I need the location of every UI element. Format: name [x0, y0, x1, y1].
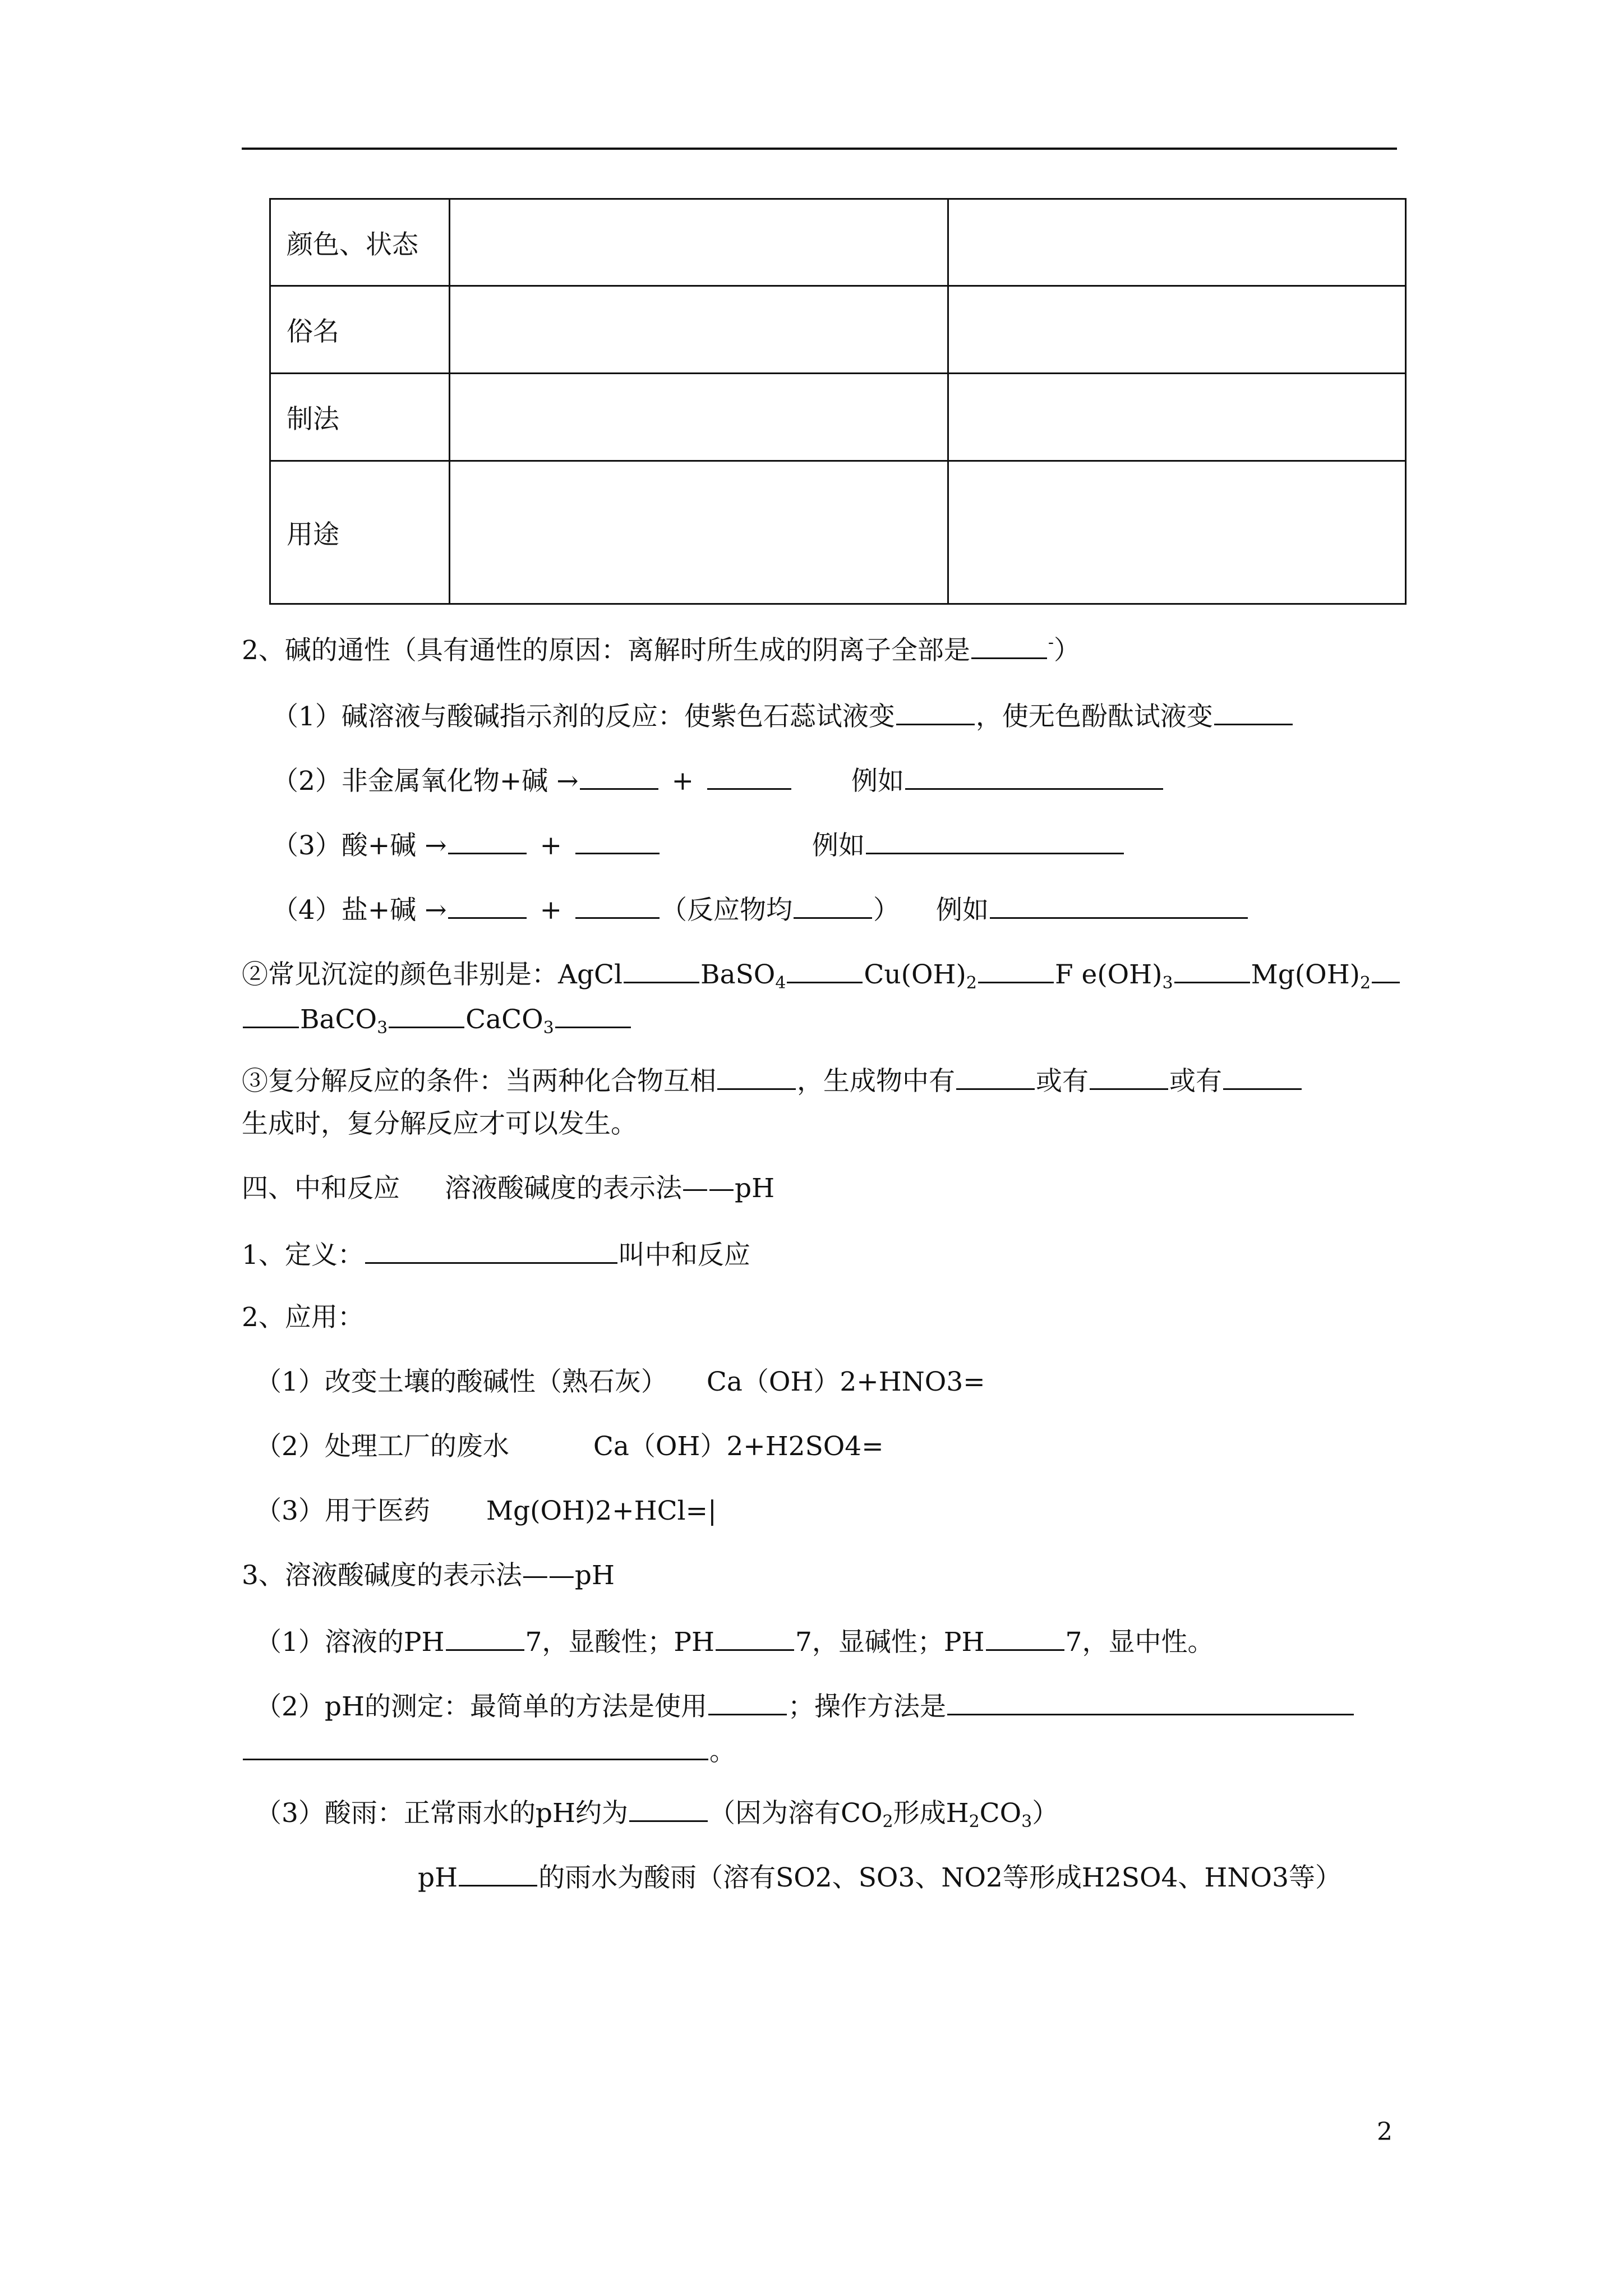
table-row [270, 286, 1406, 374]
section-4-heading: 四、中和反应 溶液酸碱度的表示法——pH [242, 1173, 775, 1204]
blank [716, 1627, 794, 1651]
blank [243, 1736, 708, 1760]
blank [794, 895, 872, 919]
blank [866, 830, 1124, 854]
blank [978, 959, 1054, 983]
table-row [270, 374, 1406, 461]
blank [448, 830, 527, 854]
blank [990, 895, 1248, 919]
row-label: 颜色、状态 [270, 199, 450, 286]
blank [1223, 1066, 1302, 1090]
blank [555, 1004, 631, 1028]
acid-rain-2: pH 的雨水为酸雨（溶有SO2、SO3、NO2等形成H2SO4、HNO3等） [418, 1862, 1341, 1893]
blank [575, 830, 660, 854]
application-2: （2）处理工厂的废水 Ca（OH）2+H2SO4= [255, 1431, 884, 1462]
blank [708, 1691, 787, 1715]
blank [1090, 1066, 1168, 1090]
table-cell [450, 374, 948, 461]
table-cell [948, 374, 1406, 461]
applications-heading: 2、应用： [242, 1302, 364, 1333]
table-cell [450, 199, 948, 286]
reaction-conditions: ③复分解反应的条件：当两种化合物互相 ，生成物中有 或有 或有 [242, 1066, 1303, 1094]
item-2: （2）非金属氧化物+碱 → + 例如 [272, 766, 1164, 794]
item-4: （4）盐+碱 → + （反应物均 ） 例如 [272, 895, 1249, 923]
blank [575, 895, 660, 919]
precipitate-colors: ②常见沉淀的颜色非别是：AgCl BaSO$_4$ $Cu(OH)_2$ F $e(OH)_3$ $Mg(OH)_2$ [242, 959, 1401, 988]
blank [947, 1691, 1354, 1715]
section-2-title: 2、碱的通性（具有通性的原因：离解时所生成的阴离子全部是 -） [242, 633, 1081, 666]
arrow-icon: → [425, 830, 447, 861]
table-cell [450, 286, 948, 374]
blank [1214, 701, 1293, 725]
blank [896, 701, 975, 725]
reaction-conditions-cont: 生成时，复分解反应才可以发生。 [242, 1108, 637, 1139]
blank [787, 959, 863, 983]
table-cell [450, 461, 948, 604]
ph-item-2-cont: 。 [242, 1736, 736, 1765]
blank [956, 1066, 1035, 1090]
blank [971, 635, 1047, 659]
blank [629, 1798, 708, 1822]
row-label: 俗名 [270, 286, 450, 374]
table-cell [948, 286, 1406, 374]
ph-item-2: （2）pH的测定：最简单的方法是使用 ；操作方法是 [255, 1691, 1355, 1720]
table-cell [948, 199, 1406, 286]
table-cell [948, 461, 1406, 604]
table-row [270, 461, 1406, 604]
blank [1174, 959, 1250, 983]
arrow-icon: → [556, 766, 579, 797]
item-1: （1）碱溶液与酸碱指示剂的反应：使紫色石蕊试液变 ，使无色酚酞试液变 [272, 701, 1294, 730]
table-row [270, 199, 1406, 286]
ph-heading: 3、溶液酸碱度的表示法——pH [242, 1560, 615, 1591]
blank [446, 1627, 524, 1651]
blank [389, 1004, 464, 1028]
blank [905, 766, 1163, 790]
ph-item-1: （1）溶液的PH 7，显酸性；PH 7，显碱性；PH 7，显中性。 [255, 1627, 1214, 1658]
blank [448, 895, 527, 919]
properties-table [269, 198, 1407, 605]
acid-rain-1: （3）酸雨：正常雨水的pH约为 （因为溶有$CO_2$形成$H_2CO_3$） [255, 1798, 1059, 1832]
blank [707, 766, 791, 790]
item-3: （3）酸+碱 → + 例如 [272, 830, 1125, 859]
page-number: 2 [1377, 2118, 1393, 2146]
blank [365, 1240, 617, 1264]
application-1: （1）改变土壤的酸碱性（熟石灰） Ca（OH）2+HNO3= [255, 1366, 985, 1397]
blank [1372, 959, 1400, 983]
header-rule [242, 148, 1397, 150]
blank [624, 959, 699, 983]
application-3: （3）用于医药 Mg(OH)2+HCl=| [255, 1496, 717, 1526]
blank [459, 1862, 537, 1887]
definition: 1、定义： 叫中和反应 [242, 1240, 750, 1271]
row-label: 制法 [270, 374, 450, 461]
arrow-icon: → [425, 895, 447, 926]
blank [243, 1004, 299, 1028]
blank [986, 1627, 1064, 1651]
row-label: 用途 [270, 461, 450, 604]
precipitate-colors-cont: BaCO$_3$ CaCO$_3$ [242, 1004, 632, 1033]
blank [717, 1066, 796, 1090]
blank [580, 766, 658, 790]
